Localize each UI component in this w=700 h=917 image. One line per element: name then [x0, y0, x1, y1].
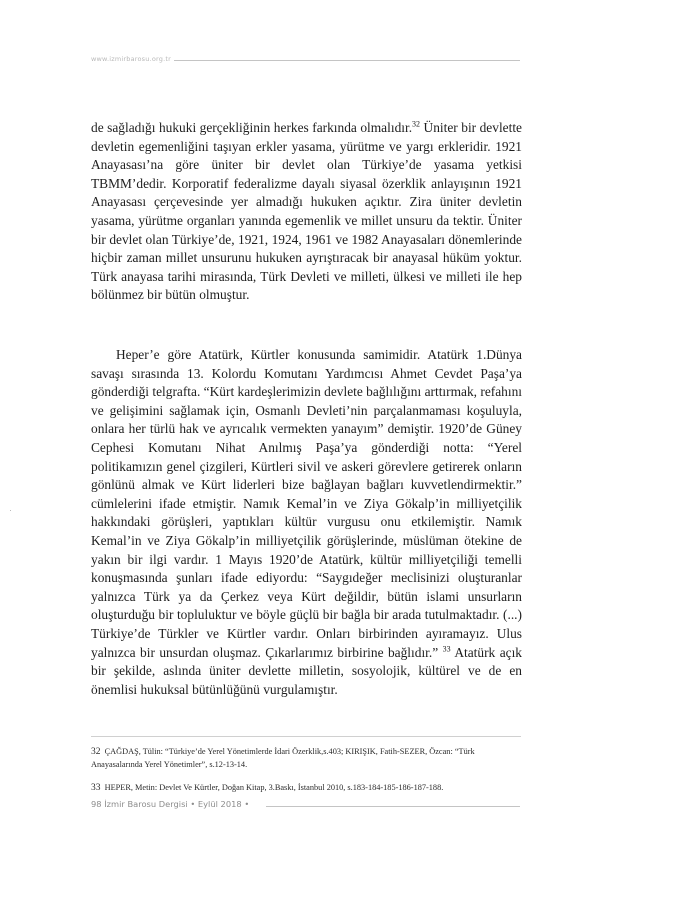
paragraph-text: Atatürk açık bir şekilde, aslında üniter devlette milletin, sosyolojik, kültürel ve de en önemlisi hukuksal bütünlüğünü vurgulamıştır. — [91, 644, 522, 697]
page-footer — [91, 799, 249, 809]
paragraph-text: de sağladığı hukuki gerçekliğinin herkes farkında olmalıdır. — [91, 120, 413, 135]
paragraph-text: Heper’e göre Atatürk, Kürtler konusunda samimidir. Atatürk 1.Dünya savaşı sırasında 13. Kolordu Komutanı Yardımcısı Ahmet Cevdet Paşa’ya gönderdiği telgrafta. “Kürt kardeşlerimizin devlete bağlılığını arttırmak, refahını ve gelişimini sağlamak için, Osmanlı Devleti’nin parçalanmaması koşuluyla, onlara her türlü hak ve ayrıcalık vermekten yanayım” demiştir. 1920’de Güney Cephesi Komutanı Nihat Anılmış Paşa’ya gönderdiği notta: “Yerel politikamızın genel çizgileri, Kürtleri sivil ve askeri görevlere getirerek onların gönlünü almak ve Kürt liderleri bize bağlayan bağları kuvvetlendirmektir.” cümlelerini ifade etmiştir. Namık Kemal’in ve Ziya Gökalp’in milliyetçilik hakkındaki görüşleri, yaptıkları kültür vurgusu onu etkilemiştir. Namık Kemal’in ve Ziya Gökalp’in milliyetçilik görüşlerinde, müslüman ötekine de yakın bir ilgi vardır. 1 Mayıs 1920’de Atatürk, kültür milliyetçiliği temelli konuşmasında şunları ifade ediyordu: “Saygıdeğer meclisinizi oluşturanlar yalnızca Türk ya da Çerkez veya Kürt değildir, bütün islami unsurların oluşturduğu bir topluluktur ve böyle güçlü bir bağla bir arada tutulmaktadır. (...) Türkiye’de Türkler ve Kürtler vardır. Onları birbirinden ayıramayız. Ulus yalnızca bir unsurdan oluşmaz. Çıkarlarımız birbirine bağlıdır.” — [91, 347, 522, 660]
footnote-reference-32[interactable]: 32 — [412, 119, 421, 129]
footnote-number: 33 — [91, 783, 101, 793]
footnote-33 — [91, 782, 521, 795]
footnote-text: ÇAĞDAŞ, Tülin: “Türkiye’de Yerel Yönetimlerde İdari Özerklik,s.403; KIRIŞIK, Fatih-SEZER, Özcan: “Türk Anayasalarında Yerel Yönetimler”, s.12-13-14. — [91, 747, 475, 769]
footnote-divider — [91, 736, 521, 737]
footnote-32 — [91, 746, 521, 771]
margin-mark — [10, 510, 11, 511]
footnote-text: HEPER, Metin: Devlet Ve Kürtler, Doğan Kitap, 3.Baskı, İstanbul 2010, s.183-184-185-186-187-188. — [104, 783, 444, 792]
body-paragraph-2 — [91, 346, 522, 699]
footer-divider — [266, 806, 520, 807]
page-number: 98 — [91, 799, 102, 809]
footer-separator: • — [190, 799, 196, 809]
issue-date: Eylül 2018 — [197, 799, 242, 809]
footnote-reference-33[interactable]: 33 — [442, 644, 451, 654]
footnote-number: 32 — [91, 747, 101, 757]
body-paragraph-1 — [91, 119, 522, 305]
paragraph-text: Üniter bir devlette devletin egemenliğini taşıyan erkler yasama, yürütme ve yargı erkleridir. 1921 Anayasası’na göre üniter bir devlet olan Türkiye’de yasama yetkisi TBMM’dedir. Korporatif federalizme dayalı siyasal özerklik anlayışının 1921 Anayasası çerçevesinde yer almadığı hukuken açıktır. Zira üniter devletin yasama, yürütme organları yanında egemenlik ve millet unsuru da tektir. Üniter bir devlet olan Türkiye’de, 1921, 1924, 1961 ve 1982 Anayasaları dönemlerinde hiçbir zaman millet unsurunu hukuken ayrıştıracak bir anayasal hüküm yoktur. Türk anayasa tarihi mirasında, Türk Devleti ve milleti, ülkesi ve milleti ile hep bölünmez bir bütün olmuştur. — [91, 120, 522, 303]
journal-name: İzmir Barosu Dergisi — [104, 799, 188, 809]
header-divider — [174, 60, 520, 61]
header-url: www.izmirbarosu.org.tr — [91, 55, 171, 63]
footer-separator: • — [244, 799, 250, 809]
